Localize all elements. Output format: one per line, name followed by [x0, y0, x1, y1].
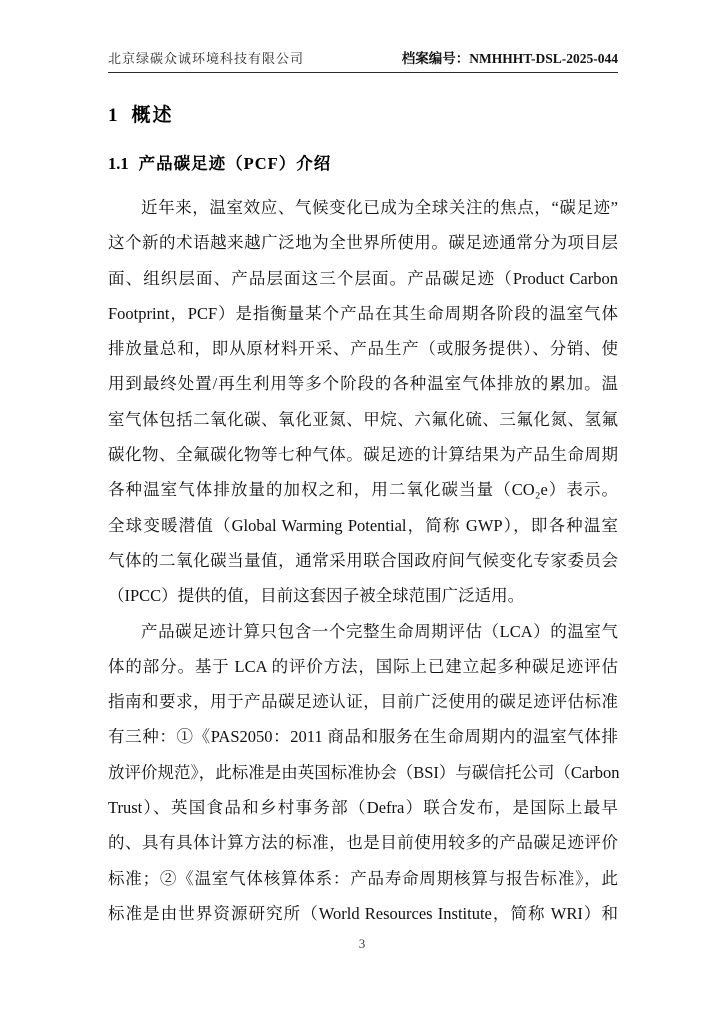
body-line: 标准是由世界资源研究所（World Resources Institute，简称 WRI）和	[108, 903, 618, 923]
body-text	[108, 190, 618, 931]
body-line: Footprint，PCF）是指衡量某个产品在其生命周期各阶段的温室气体	[108, 303, 618, 323]
body-line: 排放量总和，即从原材料开采、产品生产（或服务提供）、分销、使	[108, 339, 618, 359]
body-line: 体的部分。基于 LCA 的评价方法，国际上已建立起多种碳足迹评估	[108, 656, 618, 676]
section-number: 1	[108, 105, 118, 126]
section-title: 概述	[131, 105, 174, 126]
body-line: 的、具有具体计算方法的标准，也是目前使用较多的产品碳足迹评价	[108, 833, 618, 853]
body-line: 有三种：①《PAS2050：2011 商品和服务在生命周期内的温室气体排	[108, 727, 618, 747]
body-line: 面、组织层面、产品层面这三个层面。产品碳足迹（Product Carbon	[108, 268, 618, 288]
body-line: 近年来，温室效应、气候变化已成为全球关注的焦点，“碳足迹”	[141, 198, 618, 217]
subsection-number: 1.1	[108, 154, 129, 173]
subsection-title: 产品碳足迹（PCF）介绍	[138, 154, 332, 173]
section-heading	[108, 104, 618, 128]
body-line: 室气体包括二氧化碳、氧化亚氮、甲烷、六氟化硫、三氟化氮、氢氟	[108, 409, 618, 429]
body-line: Trust）、英国食品和乡村事务部（Defra）联合发布，是国际上最早	[108, 798, 618, 818]
body-line: 这个新的术语越来越广泛地为全世界所使用。碳足迹通常分为项目层	[108, 233, 618, 253]
body-line: 全球变暖潜值（Global Warming Potential，简称 GWP），即各种温室	[108, 515, 618, 535]
body-line: 标准；②《温室气体核算体系：产品寿命周期核算与报告标准》，此	[108, 868, 618, 888]
body-line: 产品碳足迹计算只包含一个完整生命周期评估（LCA）的温室气	[141, 621, 618, 641]
body-line: 各种温室气体排放量的加权之和，用二氧化碳当量（CO₂e）表示。	[108, 480, 618, 500]
page-header	[108, 0, 618, 73]
body-line: 放评价规范》，此标准是由英国标准协会（BSI）与碳信托公司（Carbon	[108, 762, 620, 782]
body-line: （IPCC）提供的值，目前这套因子被全球范围广泛适用。	[108, 586, 525, 606]
page-number: 3	[358, 936, 366, 951]
document-number: 档案编号：NMHHHT-DSL-2025-044	[401, 51, 618, 66]
subsection-heading	[108, 153, 618, 175]
body-line: 碳化物、全氟碳化物等七种气体。碳足迹的计算结果为产品生命周期	[108, 445, 618, 465]
company-name: 北京绿碳众诚环境科技有限公司	[108, 51, 305, 66]
body-line: 用到最终处置/再生利用等多个阶段的各种温室气体排放的累加。温	[108, 374, 618, 394]
body-line: 气体的二氧化碳当量值，通常采用联合国政府间气候变化专家委员会	[108, 550, 618, 570]
page-content	[108, 0, 618, 931]
body-line: 指南和要求，用于产品碳足迹认证，目前广泛使用的碳足迹评估标准	[108, 692, 618, 712]
